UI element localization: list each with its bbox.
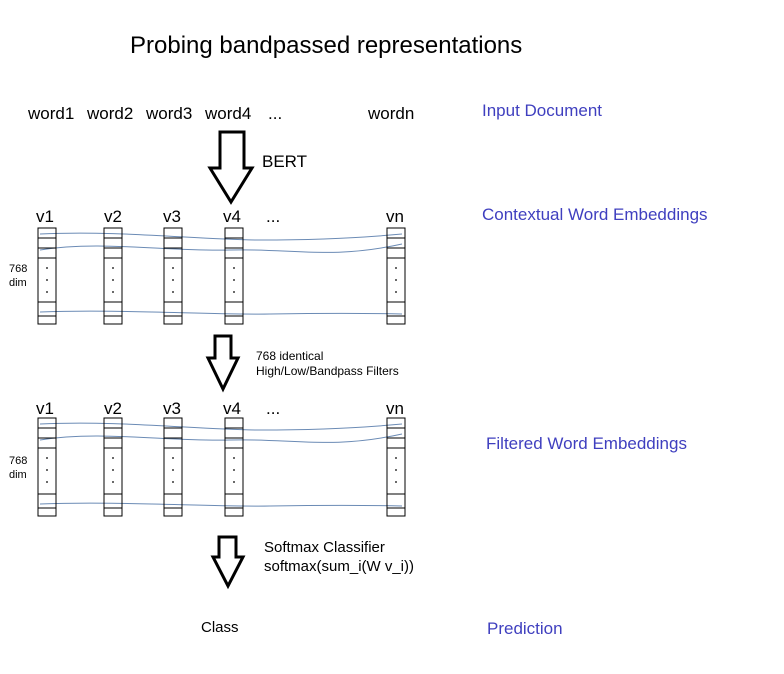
filtered-embedding-column-vn [387, 418, 405, 516]
contextual-ellipsis-dot-v4-2 [233, 279, 235, 281]
filtered-column-outline-vn [387, 418, 405, 516]
dim-label-bottom-line2: dim [9, 469, 27, 481]
contextual-embedding-column-v1 [38, 228, 56, 324]
contextual-ellipsis-dot-v3-2 [172, 279, 174, 281]
dim-label-top-line2: dim [9, 277, 27, 289]
contextual-ellipsis-dot-vn-2 [395, 279, 397, 281]
filtered-column-outline-v1 [38, 418, 56, 516]
filtered-ellipsis-dot-vn-3 [395, 481, 397, 483]
filtered-ellipsis-dot-v4-1 [233, 457, 235, 459]
diagram-title: Probing bandpassed representations [130, 32, 523, 59]
filtered-column-outline-v4 [225, 418, 243, 516]
filtered-thread-line-3 [40, 503, 402, 506]
input-word-ellipsis: ... [268, 104, 283, 123]
filtered-ellipsis-dot-v1-1 [46, 457, 48, 459]
input-word-4: word4 [205, 104, 252, 123]
contextual-embedding-column-v3 [164, 228, 182, 324]
vector-label-v4-top: v4 [223, 207, 241, 226]
contextual-ellipsis-dot-vn-1 [395, 267, 397, 269]
vector-label-v4-bottom: v4 [223, 399, 241, 418]
filtered-ellipsis-dot-v1-3 [46, 481, 48, 483]
arrow-down-classifier [213, 537, 243, 586]
step-filters-line2: High/Low/Bandpass Filters [256, 364, 399, 378]
contextual-embedding-column-v2 [104, 228, 122, 324]
filtered-thread-line-2 [40, 434, 402, 442]
input-word-2: word2 [87, 104, 134, 123]
vector-label-v1-top: v1 [36, 207, 54, 226]
label-contextual-embeddings: Contextual Word Embeddings [482, 205, 708, 224]
vector-label-vn-top: vn [386, 207, 404, 226]
vector-label-v3-bottom: v3 [163, 399, 181, 418]
filtered-thread-line-1 [40, 423, 402, 430]
contextual-ellipsis-dot-v2-2 [112, 279, 114, 281]
vector-label-v3-top: v3 [163, 207, 181, 226]
input-word-n: wordn [368, 104, 415, 123]
contextual-thread-line-1 [40, 233, 402, 240]
input-word-1: word1 [28, 104, 75, 123]
contextual-ellipsis-dot-v1-1 [46, 267, 48, 269]
vector-label-v1-bottom: v1 [36, 399, 54, 418]
contextual-ellipsis-dot-v4-1 [233, 267, 235, 269]
vector-label-v2-bottom: v2 [104, 399, 122, 418]
contextual-ellipsis-dot-v2-3 [112, 291, 114, 293]
vector-label-ellipsis-bottom: ... [266, 399, 281, 418]
vector-label-vn-bottom: vn [386, 399, 404, 418]
contextual-ellipsis-dot-v3-3 [172, 291, 174, 293]
contextual-column-outline-v4 [225, 228, 243, 324]
filtered-ellipsis-dot-vn-2 [395, 469, 397, 471]
filtered-ellipsis-dot-v2-3 [112, 481, 114, 483]
contextual-column-outline-vn [387, 228, 405, 324]
contextual-ellipsis-dot-v4-3 [233, 291, 235, 293]
filtered-ellipsis-dot-v3-1 [172, 457, 174, 459]
dim-label-bottom-line1: 768 [9, 455, 28, 467]
contextual-column-outline-v2 [104, 228, 122, 324]
filtered-embedding-column-v2 [104, 418, 122, 516]
contextual-thread-line-3 [40, 311, 402, 314]
vector-label-v2-top: v2 [104, 207, 122, 226]
filtered-embedding-column-v4 [225, 418, 243, 516]
filtered-embedding-column-v1 [38, 418, 56, 516]
dim-label-top-line1: 768 [9, 263, 28, 275]
contextual-thread-line-2 [40, 244, 402, 252]
contextual-ellipsis-dot-vn-3 [395, 291, 397, 293]
vector-label-ellipsis-top: ... [266, 207, 281, 226]
filtered-ellipsis-dot-v4-2 [233, 469, 235, 471]
filtered-column-outline-v3 [164, 418, 182, 516]
filtered-ellipsis-dot-v2-1 [112, 457, 114, 459]
filtered-ellipsis-dot-vn-1 [395, 457, 397, 459]
output-class: Class [201, 619, 239, 636]
contextual-embedding-column-v4 [225, 228, 243, 324]
arrow-down-filters [208, 336, 238, 389]
contextual-ellipsis-dot-v2-1 [112, 267, 114, 269]
filtered-embedding-column-v3 [164, 418, 182, 516]
step-filters-line1: 768 identical [256, 349, 324, 363]
filtered-ellipsis-dot-v3-3 [172, 481, 174, 483]
filtered-ellipsis-dot-v4-3 [233, 481, 235, 483]
contextual-ellipsis-dot-v3-1 [172, 267, 174, 269]
contextual-ellipsis-dot-v1-3 [46, 291, 48, 293]
label-input-document: Input Document [482, 101, 603, 120]
filtered-ellipsis-dot-v1-2 [46, 469, 48, 471]
input-word-3: word3 [146, 104, 193, 123]
contextual-column-outline-v1 [38, 228, 56, 324]
filtered-ellipsis-dot-v2-2 [112, 469, 114, 471]
label-prediction: Prediction [487, 619, 563, 638]
step-classifier-line2: softmax(sum_i(W v_i)) [264, 558, 415, 575]
contextual-column-outline-v3 [164, 228, 182, 324]
contextual-ellipsis-dot-v1-2 [46, 279, 48, 281]
filtered-ellipsis-dot-v3-2 [172, 469, 174, 471]
contextual-embedding-column-vn [387, 228, 405, 324]
step-classifier-line1: Softmax Classifier [264, 539, 385, 556]
arrow-down-bert [210, 132, 252, 202]
filtered-column-outline-v2 [104, 418, 122, 516]
step-bert-label: BERT [262, 152, 308, 171]
label-filtered-embeddings: Filtered Word Embeddings [486, 434, 687, 453]
